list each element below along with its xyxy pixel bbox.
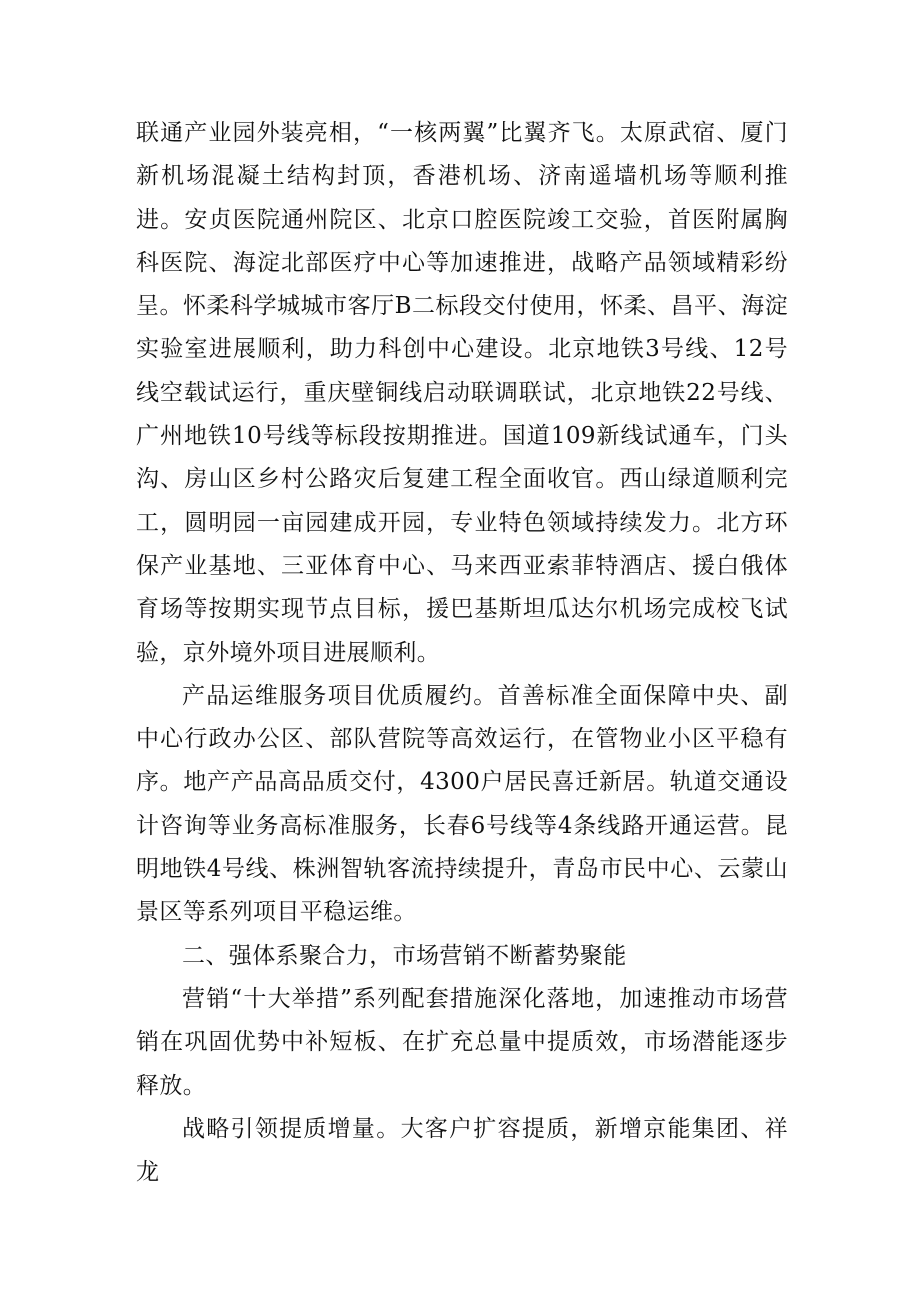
paragraph-strategy-lead: 战略引领提质增量。大客户扩容提质，新增京能集团、祥龙 — [136, 1115, 788, 1186]
paragraph-project-progress: 联通产业园外装亮相，“一核两翼”比翼齐飞。太原武宿、厦门新机场混凝土结构封顶，香港机场、济南遥墙机场等顺利推进。安贞医院通州院区、北京口腔医院竣工交验，首医附属胸科医院、海淀北部医疗中心等加速推进，战略产品领域精彩纷呈。怀柔科学城城市客厅B二标段交付使用，怀柔、昌平、海淀实验室进展顺利，助力科创中心建设。北京地铁3号线、12号线空载试运行，重庆壁铜线启动联调联试，北京地铁22号线、广州地铁10号线等标段按期推进。国道109新线试通车，门头沟、房山区乡村公路灾后复建工程全面收官。西山绿道顺利完工，圆明园一亩园建成开园，专业特色领域持续发力。北方环保产业基地、三亚体育中心、马来西亚索菲特酒店、援白俄体育场等按期实现节点目标，援巴基斯坦瓜达尔机场完成校飞试验，京外境外项目进展顺利。 — [136, 120, 788, 666]
section-heading-marketing: 二、强体系聚合力，市场营销不断蓄势聚能 — [182, 942, 627, 969]
paragraph-operation-services: 产品运维服务项目优质履约。首善标准全面保障中央、副中心行政办公区、部队营院等高效运行，在管物业小区平稳有序。地产产品高品质交付，4300户居民喜迁新居。轨道交通设计咨询等业务高标准服务，长春6号线等4条线路开通运营。昆明地铁4号线、株洲智轨客流持续提升，青岛市民中心、云蒙山景区等系列项目平稳运维。 — [136, 682, 788, 926]
document-body — [136, 112, 788, 1194]
paragraph-marketing-measures: 营销“十大举措”系列配套措施深化落地，加速推动市场营销在巩固优势中补短板、在扩充总量中提质效，市场潜能逐步释放。 — [136, 985, 788, 1099]
